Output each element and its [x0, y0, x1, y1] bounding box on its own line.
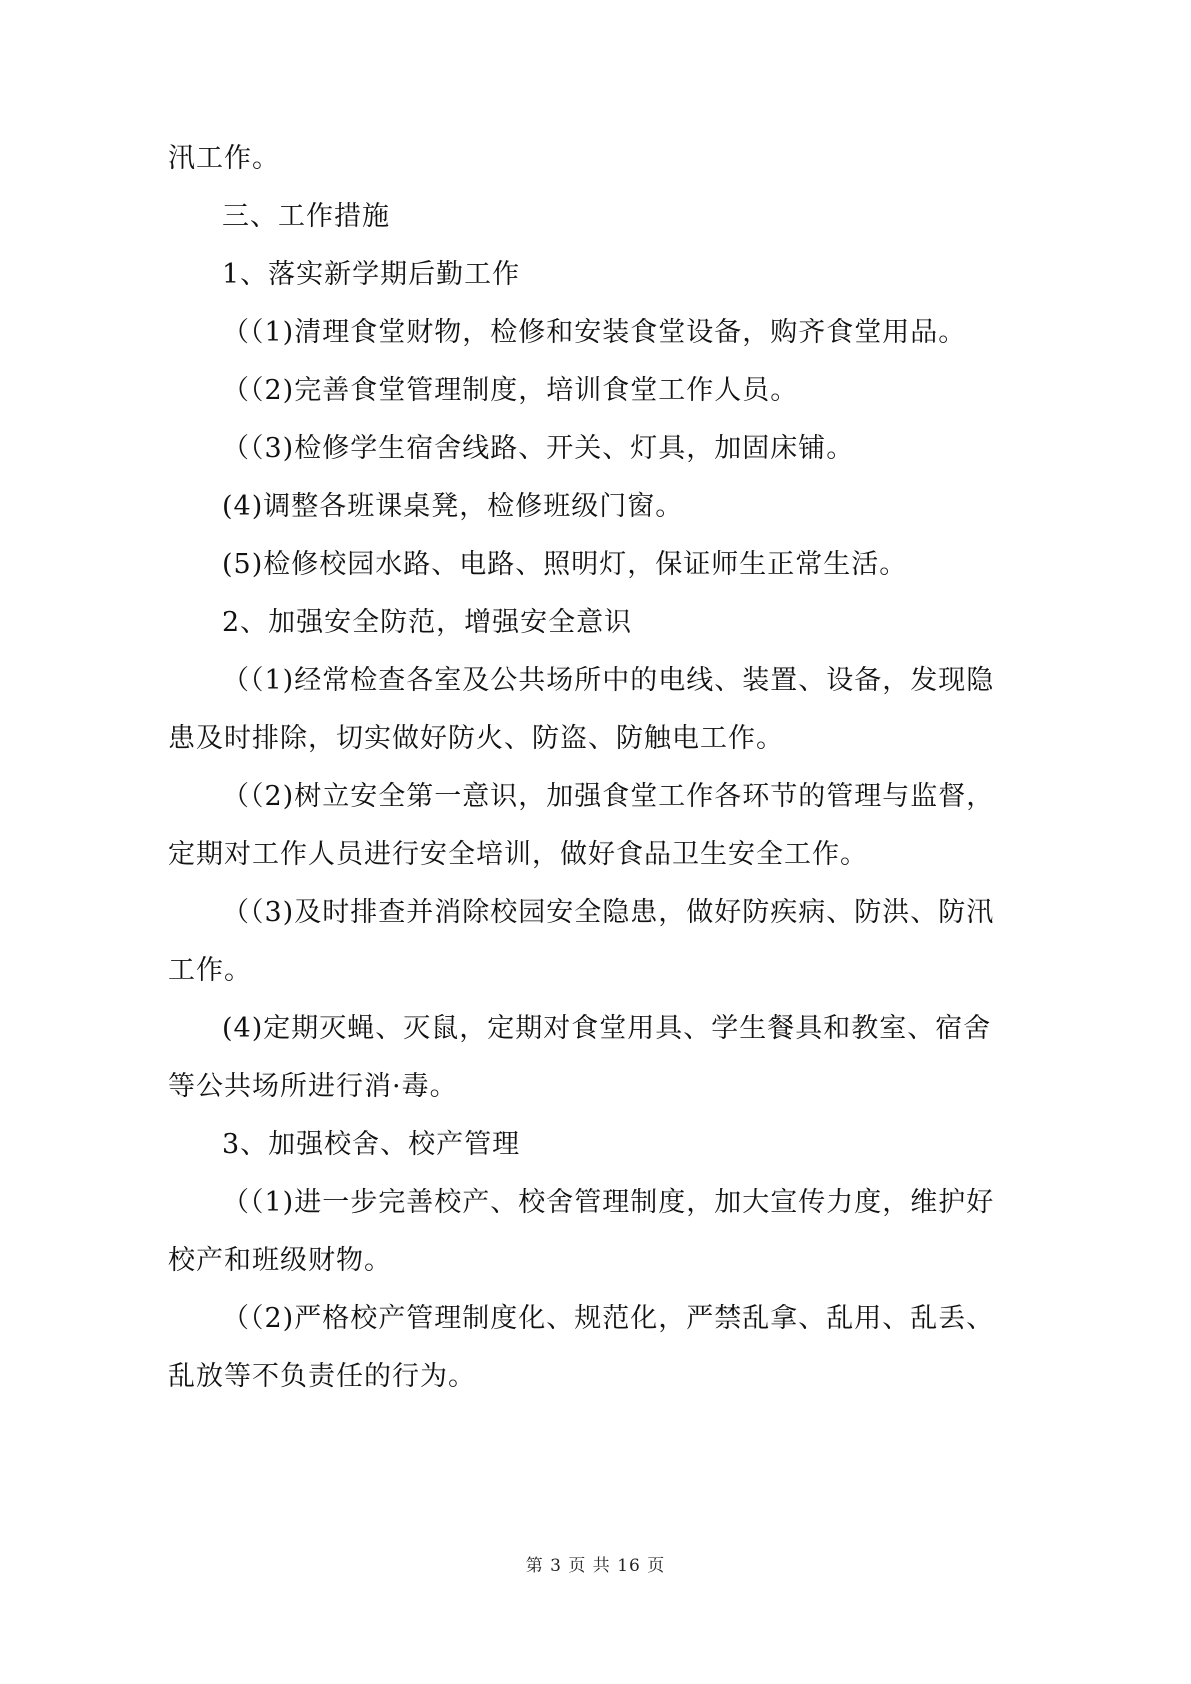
- text-line: 患及时排除，切实做好防火、防盗、防触电工作。: [168, 723, 784, 754]
- page-footer: 第 3 页 共 16 页: [525, 1556, 666, 1576]
- text-line: （（1)经常检查各室及公共场所中的电线、装置、设备，发现隐: [222, 665, 995, 696]
- text-line: （（1)进一步完善校产、校舍管理制度，加大宣传力度，维护好: [222, 1187, 995, 1218]
- subsection-heading: 3、加强校舍、校产管理: [222, 1129, 521, 1160]
- section-heading: 三、工作措施: [222, 201, 390, 232]
- text-line: （（2)严格校产管理制度化、规范化，严禁乱拿、乱用、乱丢、: [222, 1303, 995, 1334]
- text-line: 乱放等不负责任的行为。: [168, 1361, 476, 1392]
- text-line: (4)调整各班课桌凳，检修班级门窗。: [222, 491, 684, 522]
- text-line: 校产和班级财物。: [168, 1245, 392, 1276]
- subsection-heading: 1、落实新学期后勤工作: [222, 259, 521, 290]
- text-line: 定期对工作人员进行安全培训，做好食品卫生安全工作。: [168, 839, 868, 870]
- text-line: （（3)及时排查并消除校园安全隐患，做好防疾病、防洪、防汛: [222, 897, 995, 928]
- text-line: 工作。: [168, 955, 252, 986]
- text-line: (5)检修校园水路、电路、照明灯，保证师生正常生活。: [222, 549, 908, 580]
- text-line: （（1)清理食堂财物，检修和安装食堂设备，购齐食堂用品。: [222, 317, 967, 348]
- text-line: 汛工作。: [168, 143, 280, 174]
- text-line: 等公共场所进行消·毒。: [168, 1071, 458, 1102]
- text-line: （（2)树立安全第一意识，加强食堂工作各环节的管理与监督，: [222, 781, 995, 812]
- text-line: (4)定期灭蝇、灭鼠，定期对食堂用具、学生餐具和教室、宿舍: [222, 1013, 992, 1044]
- text-line: （（2)完善食堂管理制度，培训食堂工作人员。: [222, 375, 799, 406]
- subsection-heading: 2、加强安全防范，增强安全意识: [222, 607, 633, 638]
- text-line: （（3)检修学生宿舍线路、开关、灯具，加固床铺。: [222, 433, 855, 464]
